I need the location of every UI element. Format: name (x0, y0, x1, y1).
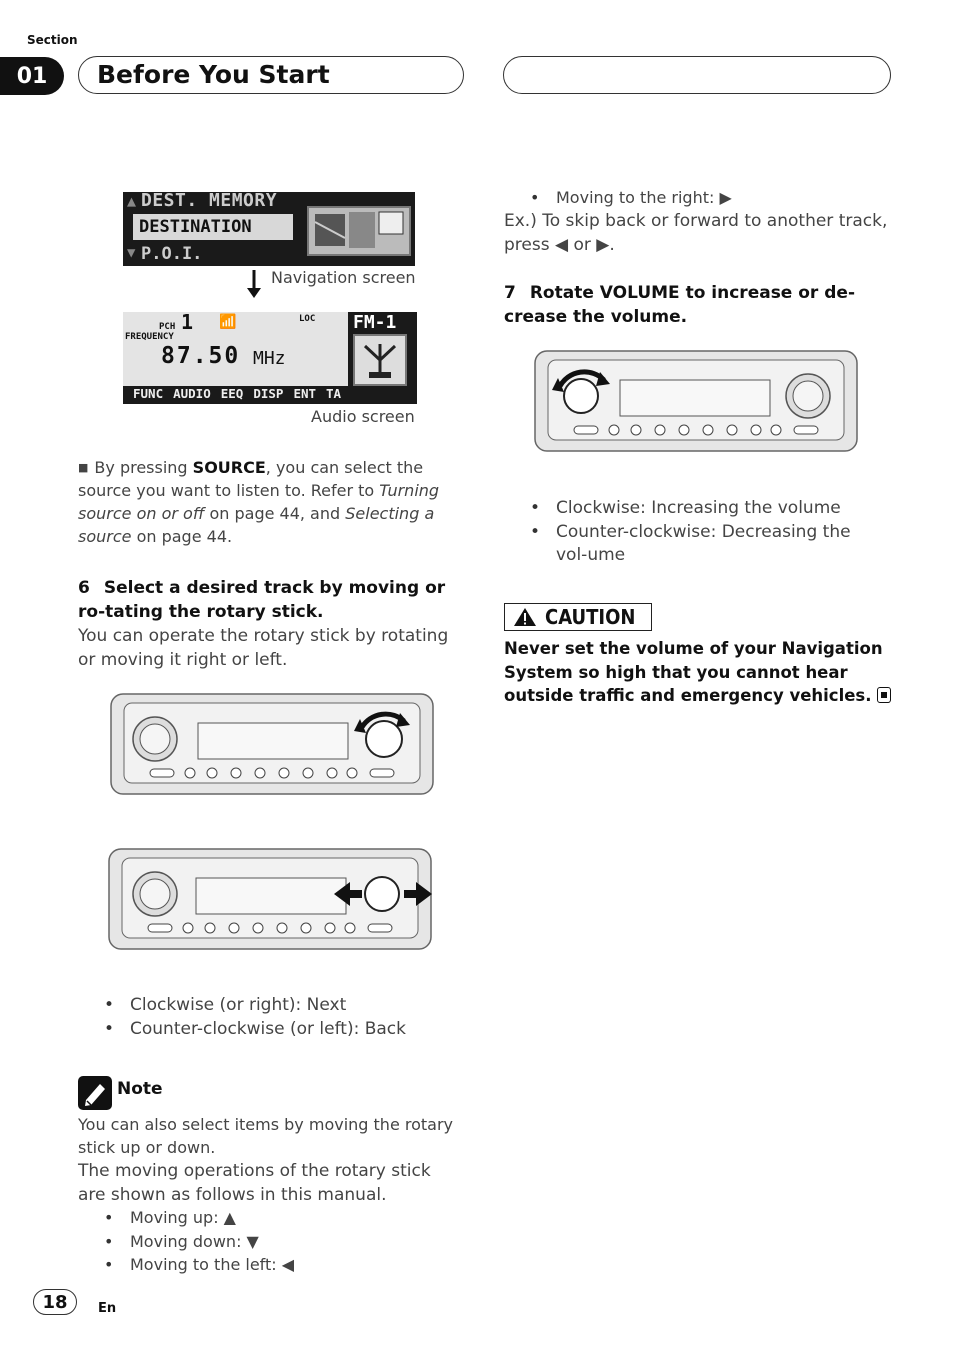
frequency-label: FREQUENCY (125, 332, 174, 342)
step6-heading-text: Select a desired track by moving or ro-tating the rotary stick. (78, 578, 446, 622)
note-bullet-list (104, 1206, 464, 1277)
source-note-prefix: By pressing (94, 458, 193, 477)
list-item: • Clockwise: Increasing the volume (530, 497, 890, 521)
list-item: • Counter-clockwise (or left): Back (104, 1018, 464, 1042)
note-paragraph-1: You can also select items by moving the rotary stick up or down. (78, 1115, 454, 1157)
source-note-link2: Selecting a source (78, 504, 435, 546)
nav-map-book-icon (307, 206, 411, 256)
source-note-text1: , you can select the source you want to listen to. Refer to (78, 458, 424, 500)
step7-heading (504, 281, 890, 329)
warning-triangle-icon (513, 607, 537, 627)
source-note-link1: Turning source on or off (78, 481, 440, 523)
end-mark-icon (877, 687, 891, 703)
audio-menu-bar (133, 386, 341, 401)
loc-indicator: LOC (299, 314, 316, 324)
step6-bullet-list (104, 994, 464, 1041)
signal-strength-icon: 📶 (219, 314, 237, 330)
pch-label: PCH (159, 322, 176, 332)
note-label: Note (117, 1079, 163, 1099)
section-number-badge: 01 (0, 57, 64, 95)
menu-item-disp: DISP (253, 386, 284, 401)
caution-label: CAUTION (545, 605, 636, 629)
step6-body: You can operate the rotary stick by rotating or moving it right or left. (78, 626, 449, 670)
preset-number: 1 (181, 312, 194, 334)
step7-number: 7 (504, 283, 516, 303)
nav-down-arrow-icon: ▼ (127, 245, 136, 261)
caution-text (504, 637, 894, 708)
list-item: • Moving to the right: ▶ (530, 186, 890, 210)
source-note-text3: on page 44. (131, 527, 233, 546)
nav-line3: P.O.I. (141, 244, 203, 264)
head-unit-volume-illustration (534, 350, 858, 452)
list-item: • Clockwise (or right): Next (104, 994, 464, 1018)
right-bullet-list (530, 186, 890, 210)
menu-item-func: FUNC (133, 386, 164, 401)
head-unit-move-illustration (108, 848, 434, 950)
caution-text-body: Never set the volume of your Navigation System so high that you cannot hear outside traffic and emergency vehicles. (504, 639, 883, 705)
step7-bullet-list (530, 497, 890, 568)
nav-up-arrow-icon: ▲ (127, 192, 137, 210)
list-item: • Moving up: ▲ (104, 1206, 464, 1230)
source-keyword: SOURCE (192, 458, 266, 477)
audio-screen-display (123, 312, 417, 404)
list-item: • Moving to the left: ◀ (104, 1253, 464, 1277)
right-header-box (503, 56, 891, 94)
menu-item-ent: ENT (293, 386, 317, 401)
nav-screen-caption: Navigation screen (271, 268, 416, 287)
navigation-screen-display (123, 192, 415, 266)
menu-item-audio: AUDIO (173, 386, 211, 401)
nav-line2-highlight: DESTINATION (133, 214, 293, 240)
list-item: • Counter-clockwise: Decreasing the vol-ume (530, 521, 886, 568)
frequency-value: 87.50 (161, 343, 241, 369)
source-note-text2: on page 44, and (204, 504, 346, 523)
section-label: Section (27, 33, 78, 47)
list-item: • Moving down: ▼ (104, 1230, 464, 1254)
audio-screen-caption: Audio screen (311, 407, 415, 426)
example-text: Ex.) To skip back or forward to another track, press ◀ or ▶. (504, 211, 888, 255)
menu-item-ta: TA (326, 386, 342, 401)
source-note (78, 456, 453, 548)
note-paragraph-2: The moving operations of the rotary stick are shown as follows in this manual. (78, 1161, 431, 1205)
step6-number: 6 (78, 578, 90, 598)
nav-line1: DEST. MEMORY (141, 192, 278, 211)
menu-item-eeq: EEQ (220, 386, 244, 401)
step7-heading-text: Rotate VOLUME to increase or de-crease the volume. (504, 283, 855, 327)
page-number: 18 (33, 1289, 77, 1315)
antenna-icon (353, 334, 407, 386)
note-pencil-icon (78, 1076, 112, 1110)
language-label: En (98, 1301, 117, 1316)
band-label: FM-1 (353, 312, 397, 333)
caution-badge (504, 603, 652, 631)
down-arrow-icon (246, 270, 262, 304)
frequency-unit: MHz (253, 348, 286, 369)
page-title: Before You Start (78, 56, 464, 94)
head-unit-rotate-illustration (110, 693, 434, 795)
square-bullet-icon: ■ (78, 461, 89, 474)
step6-heading (78, 576, 464, 624)
